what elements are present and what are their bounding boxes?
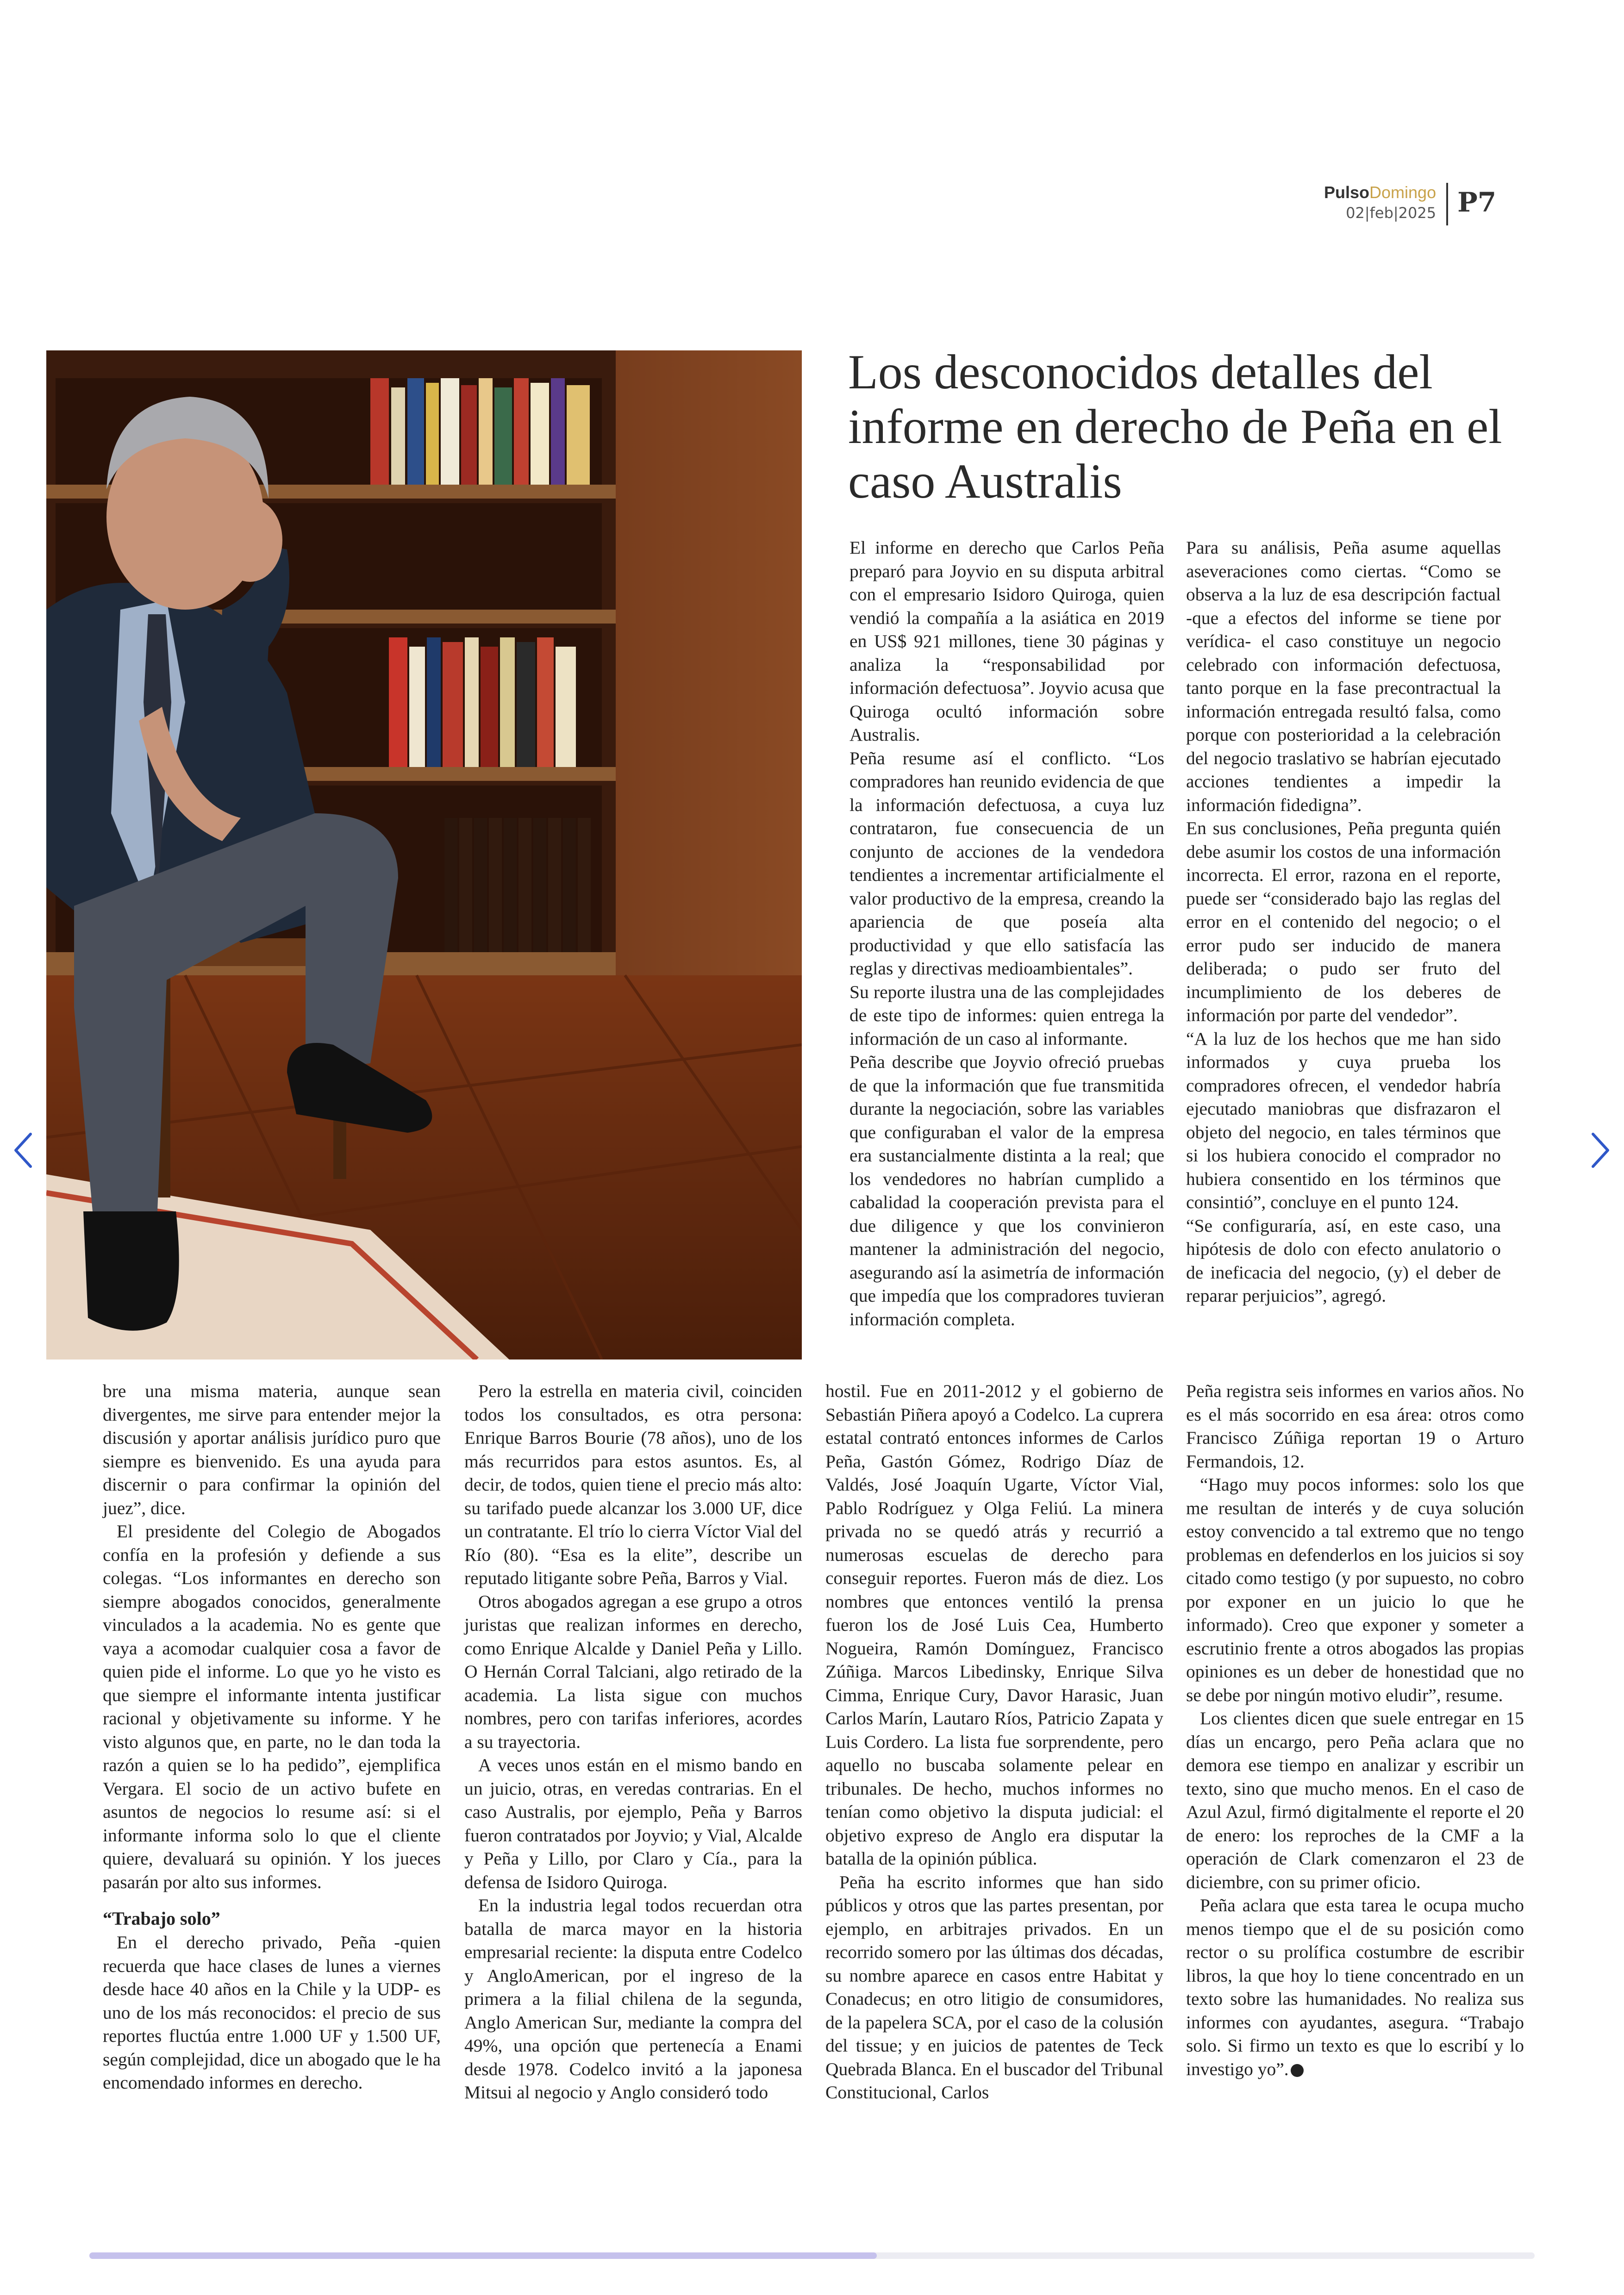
brand-domingo: Domingo — [1369, 183, 1437, 202]
portrait-photo — [46, 350, 802, 1360]
page-number: P7 — [1457, 187, 1497, 218]
paragraph-text: Peña aclara que esta tarea le ocupa mucho menos tiempo que el de su posición como rector o su prolífica costumbre de escribir libros, la que hoy lo tiene concentrado en un texto sobre las humanidades. No realiza sus informes con ayudantes, asegura. “Trabajo solo. Si firmo un texto es que lo escribí y lo investigo yo”. — [1186, 1895, 1524, 2079]
paragraph: El presidente del Colegio de Abogados confía en la profesión y defiende a sus colegas. “Los informantes en derecho son siempre abogados conocidos, generalmente vinculados a la academia. No es gente que vaya a acomodar cualquier cosa a favor de quien pide el informe. Lo que yo he visto es que siempre el informante intenta justificar racional y objetivamente su informe. Y he visto algunos que, en parte, no le dan toda la razón a quien se lo ha pedido”, ejemplifica Vergara. El socio de un activo bufete en asuntos de negocios lo resume así: si el informante informa solo lo que el cliente quiere, devaluará su opinión. Y los jueces pasarán por alto sus informes. — [103, 1521, 441, 1892]
paragraph: Otros abogados agregan a ese grupo a otros juristas que realizan informes en derecho, como Enrique Alcalde y Daniel Peña y Lillo. O Hernán Corral Talciani, algo retirado de la academia. La lista sigue con muchos nombres, pero con tarifas inferiores, acordes a su trayectoria. — [464, 1591, 802, 1752]
subheading: “Trabajo solo” — [103, 1908, 220, 1929]
paragraph: Peña describe que Joyvio ofreció pruebas de que la información que fue transmitida durante la negociación, sobre las variables que configuraban el valor de la empresa era sustancialmente distinta a la real; que los vendedores no habrían cumplido a cabalidad la cooperación prevista para el due diligence y que los convinieron mantener la administración del negocio, asegurando así la asimetría de información que impedía que los compradores tuvieran información completa. — [849, 1052, 1164, 1329]
article-title: Los desconocidos detalles del informe en derecho de Peña en el caso Australis — [848, 345, 1502, 508]
bottom-column-1 — [103, 1379, 441, 2095]
issue-date: 02|feb|2025 — [1346, 204, 1437, 222]
paragraph: hostil. Fue en 2011-2012 y el gobierno de Sebastián Piñera apoyó a Codelco. La cuprera estatal contrató entonces informes de Carlos Peña, Gastón Gómez, Rodrigo Díaz de Valdés, José Joaquín Ugarte, Víctor Vial, Pablo Rodríguez y Olga Feliú. La minera privada no se quedó atrás y recurrió a numerosas escuelas de derecho para conseguir reportes. Fueron más de diez. Los nombres que entonces ventiló la prensa fueron los de José Luis Cea, Humberto Nogueira, Ramón Domínguez, Francisco Zúñiga. Marcos Libedinsky, Enrique Silva Cimma, Enrique Cury, Davor Harasic, Juan Carlos Marín, Lautaro Ríos, Patricio Zapata y Luis Cordero. La lista fue sorprendente, pero aquello no buscaba solamente pelear en tribunales. De hecho, muchos informes no tenían como objetivo la disputa judicial: el objetivo expreso de Anglo era disputar la batalla de la opinión pública. — [825, 1381, 1163, 1869]
paragraph: Su reporte ilustra una de las complejidades de este tipo de informes: quien entrega la información de un caso al informante. — [849, 981, 1164, 1049]
paragraph: Peña resume así el conflicto. “Los compradores han reunido evidencia de que la información defectuosa, a cuya luz contrataron, fue consecuencia de un conjunto de acciones de la vendedora tendientes a incrementar artificialmente el valor productivo de la empresa, creando la apariencia de que poseía alta productividad y que ello satisfacía las reglas y directivas medioambientales”. — [849, 748, 1164, 979]
paragraph: “Se configuraría, así, en este caso, una hipótesis de dolo con efecto anulatorio o de ineficacia del negocio, (y) el deber de reparar perjuicios”, agregó. — [1186, 1215, 1501, 1306]
brand-pulso: Pulso — [1324, 183, 1370, 202]
paragraph: Pero la estrella en materia civil, coinciden todos los consultados, es otra persona: Enrique Barros Bourie (78 años), uno de los más recurridos para estos asuntos. Es, al decir, de todos, quien tiene el precio más alto: su tarifado puede alcanzar los 3.000 UF, dice un contratante. El trío lo cierra Víctor Vial del Río (80). “Esa es la elite”, describe un reputado litigante sobre Peña, Barros y Vial. — [464, 1381, 802, 1588]
next-page-button[interactable] — [1586, 1129, 1613, 1171]
page-scrollbar[interactable] — [89, 2252, 1535, 2259]
top-column-1 — [849, 536, 1164, 1331]
paragraph: En el derecho privado, Peña -quien recuerda que hace clases de lunes a viernes desde hace 40 años en la Chile y la UDP- es uno de los más reconocidos: el precio de sus reportes fluctúa entre 1.000 UF y 1.500 UF, según complejidad, dice un abogado que le ha encomendado informes en derecho. — [103, 1932, 441, 2093]
paragraph: Los clientes dicen que suele entregar en 15 días un encargo, pero Peña aclara que no demora ese tiempo en analizar y escribir un texto, sino que mucho menos. En el caso de Azul Azul, firmó digitalmente el reporte el 20 de enero: los reproches de la CMF a la operación de Clark comenzaron el 23 de diciembre, con su primer oficio. — [1186, 1708, 1524, 1892]
paragraph: El informe en derecho que Carlos Peña preparó para Joyvio en su disputa arbitral con el empresario Isidoro Quiroga, quien vendió la compañía a la asiática en 2019 en US$ 921 millones, tiene 30 páginas y analiza la “responsabilidad por información defectuosa”. Joyvio acusa que Quiroga ocultó información sobre Australis. — [849, 537, 1164, 745]
bottom-column-3 — [825, 1379, 1163, 2104]
end-of-article-icon — [1291, 2064, 1304, 2077]
chevron-left-icon — [10, 1129, 38, 1171]
previous-page-button[interactable] — [10, 1129, 38, 1171]
paragraph: “A la luz de los hechos que me han sido informados y cuya prueba los compradores ofrecen, el vendedor habría ejecutado maniobras que disfrazaron el objeto del negocio, en tales términos que si los hubiera conocido el comprador no hubiera consentido en los términos que consintió”, concluye en el punto 124. — [1186, 1028, 1501, 1212]
paragraph — [1186, 1894, 1524, 2081]
scrollbar-thumb[interactable] — [89, 2252, 877, 2259]
paragraph: “Hago muy pocos informes: solo los que me resultan de interés y de cuya solución estoy convencido a tal extremo que no tengo problemas en defenderlos en los juicios si soy citado como testigo (y por supuesto, no cobro por exponer en un juicio lo que he informado). Creo que exponer y someter a escrutinio frente a otros abogados las propias opiniones es un deber de honestidad que no se debe por ningún motivo eludir”, resume. — [1186, 1474, 1524, 1705]
paragraph: En la industria legal todos recuerdan otra batalla de marca mayor en la historia empresarial reciente: la disputa entre Codelco y AngloAmerican, por el ingreso de la primera a la filial chilena de la segunda, Anglo American Sur, mediante la compra del 49%, una opción que pertenecía a Enami desde 1978. Codelco invitó a la japonesa Mitsui al negocio y Anglo consideró todo — [464, 1895, 802, 2102]
top-column-2 — [1186, 536, 1501, 1308]
bottom-column-2 — [464, 1379, 802, 2104]
paragraph: Peña ha escrito informes que han sido públicos y otros que las partes presentan, por ejemplo, en arbitrajes privados. En un recorrido somero por las últimas dos décadas, su nombre aparece en casos entre Habitat y Conadecus; en otro litigio de consumidores, de la papelera SCA, por el caso de la colusión del tissue; y en juicios de patentes de Teck Quebrada Blanca. En el buscador del Tribunal Constitucional, Carlos — [825, 1871, 1163, 2102]
paragraph: Para su análisis, Peña asume aquellas aseveraciones como ciertas. “Como se observa a la luz de esa descripción factual -que a efectos del informe se tiene por verídica- el caso constituye un negocio celebrado con información defectuosa, tanto porque en la fase precontractual la información entregada resultó falsa, como porque con posterioridad a la celebración del negocio traslativo se habrían ejecutado acciones tendientes a impedir la información fidedigna”. — [1186, 537, 1501, 815]
page-header — [1324, 183, 1496, 229]
chevron-right-icon — [1586, 1129, 1613, 1171]
brand-block — [1324, 183, 1448, 225]
paragraph: Peña registra seis informes en varios años. No es el más socorrido en esa área: otros como Francisco Zúñiga reportan 19 o Arturo Fermandois, 12. — [1186, 1381, 1524, 1472]
paragraph: bre una misma materia, aunque sean divergentes, me sirve para entender mejor la discusión y aportar análisis jurídico puro que siempre es bienvenido. Es una ayuda para discernir o para confirmar la opinión del juez”, dice. — [103, 1381, 441, 1518]
paragraph: A veces unos están en el mismo bando en un juicio, otras, en veredas contrarias. En el caso Australis, por ejemplo, Peña y Barros fueron contratados por Joyvio; y Vial, Alcalde y Peña y Lillo, por Claro y Cía., para la defensa de Isidoro Quiroga. — [464, 1755, 802, 1892]
paragraph: En sus conclusiones, Peña pregunta quién debe asumir los costos de una información incorrecta. El error, razona en el reporte, puede ser “considerado bajo las reglas del error en el contenido del negocio; o el error pudo ser inducido de manera deliberada; o pudo ser fruto del incumplimiento de los deberes de información por parte del vendedor”. — [1186, 818, 1501, 1025]
bottom-column-4 — [1186, 1379, 1524, 2081]
